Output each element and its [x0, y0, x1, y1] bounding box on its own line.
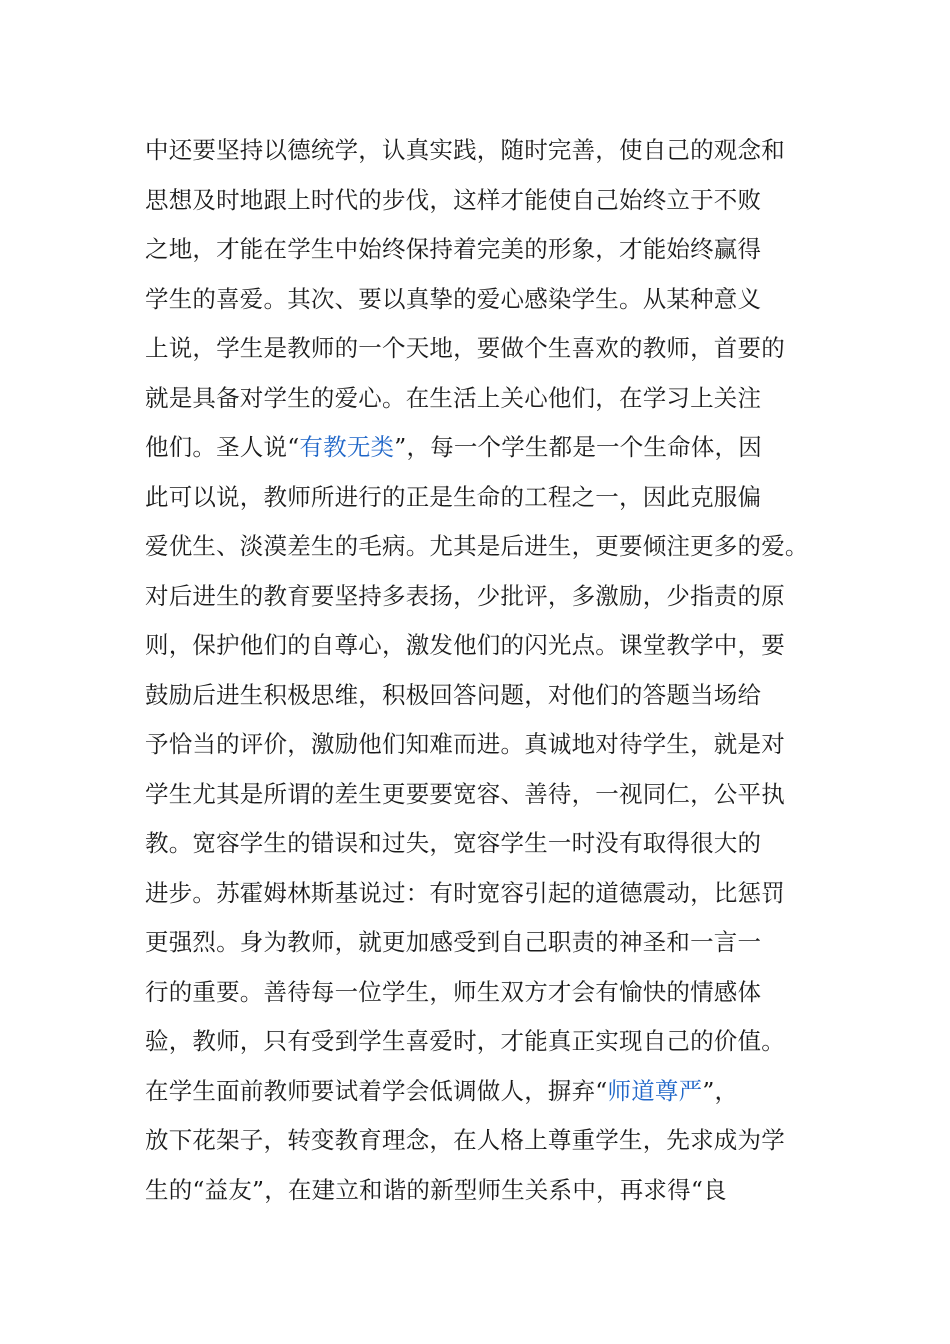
text-line — [145, 423, 845, 473]
text-segment: ”，每一个学生都是一个生命体，因 — [394, 433, 762, 461]
text-line: 上说，学生是教师的一个天地，要做个生喜欢的教师，首要的 — [145, 334, 785, 362]
text-line: 放下花架子，转变教育理念，在人格上尊重学生，先求成为学 — [145, 1126, 785, 1154]
text-line: 爱优生、淡漠差生的毛病。尤其是后进生，更要倾注更多的爱。 — [145, 532, 809, 560]
text-segment: ”， — [702, 1076, 739, 1105]
text-line: 教。宽容学生的错误和过失，宽容学生一时没有取得很大的 — [145, 829, 762, 857]
text-line: 对后进生的教育要坚持多表扬，少批评，多激励，少指责的原 — [145, 581, 785, 610]
text-line: 生的“益友”，在建立和谐的新型师生关系中，再求得“良 — [145, 1175, 727, 1204]
text-line: 就是具备对学生的爱心。在生活上关心他们，在学习上关注 — [145, 383, 762, 412]
link-shi-dao-zun-yan[interactable]: 师道尊严 — [607, 1076, 703, 1105]
body-text — [145, 126, 845, 1215]
text-segment: 他们。圣人说“ — [145, 433, 300, 461]
text-line: 之地，才能在学生中始终保持着完美的形象，才能始终赢得 — [145, 235, 762, 263]
text-line: 此可以说，教师所进行的正是生命的工程之一，因此克服偏 — [145, 482, 762, 511]
text-line: 行的重要。善待每一位学生，师生双方才会有愉快的情感体 — [145, 977, 762, 1006]
text-line — [145, 1067, 845, 1117]
text-line: 鼓励后进生积极思维，积极回答问题，对他们的答题当场给 — [145, 680, 762, 709]
text-line: 中还要坚持以德统学，认真实践，随时完善，使自己的观念和 — [145, 136, 785, 164]
link-you-jiao-wu-lei[interactable]: 有教无类 — [299, 433, 395, 461]
text-line: 验，教师，只有受到学生喜爱时，才能真正实现自己的价值。 — [145, 1027, 785, 1055]
text-line: 予恰当的评价，激励他们知难而进。真诚地对待学生，就是对 — [145, 730, 785, 758]
text-line: 思想及时地跟上时代的步伐，这样才能使自己始终立于不败 — [145, 185, 762, 214]
text-line: 进步。苏霍姆林斯基说过：有时宽容引起的道德震动，比惩罚 — [145, 878, 785, 907]
text-line: 则，保护他们的自尊心，激发他们的闪光点。课堂教学中，要 — [145, 631, 785, 659]
text-segment: 在学生面前教师要试着学会低调做人，摒弃“ — [145, 1076, 608, 1105]
text-line: 更强烈。身为教师，就更加感受到自己职责的神圣和一言一 — [145, 928, 762, 956]
text-line: 学生的喜爱。其次、要以真挚的爱心感染学生。从某种意义 — [145, 284, 762, 313]
text-line: 学生尤其是所谓的差生更要要宽容、善待，一视同仁，公平执 — [145, 779, 785, 808]
